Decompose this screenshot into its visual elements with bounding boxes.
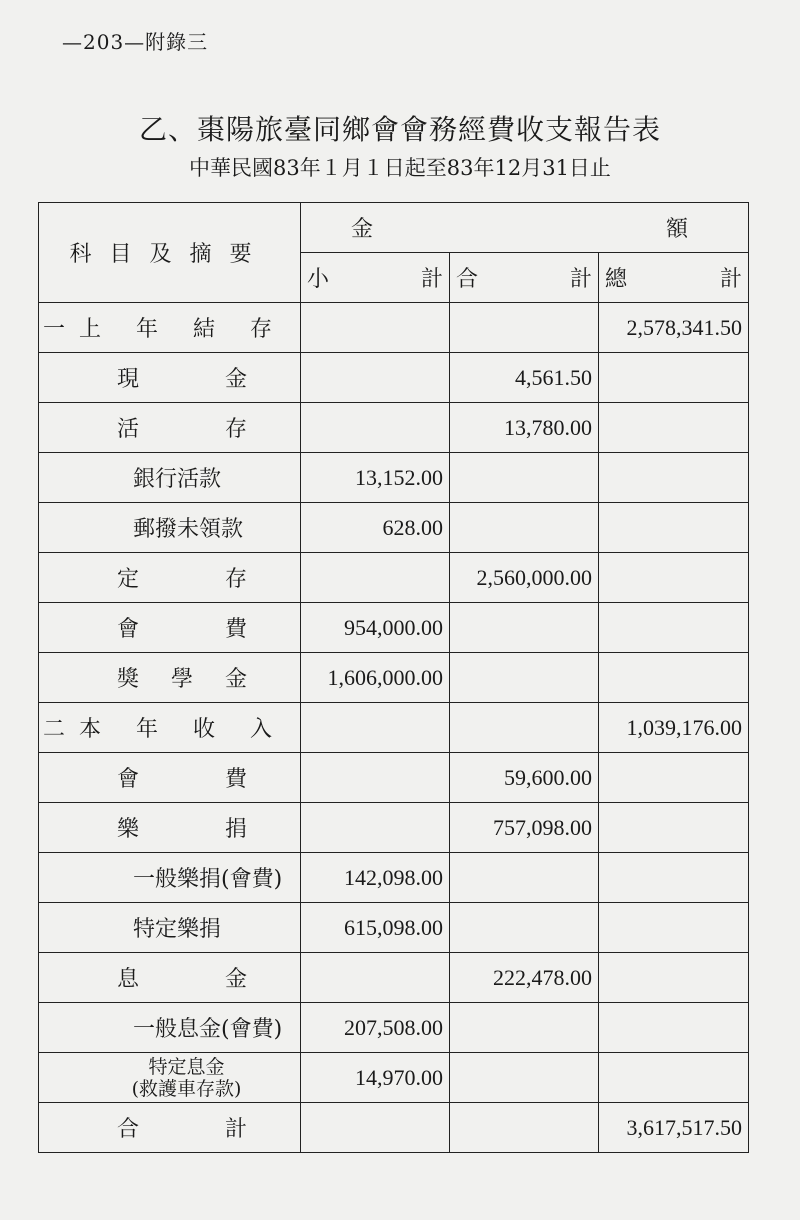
cell-total: [599, 1003, 749, 1053]
table-row: [39, 903, 749, 953]
row-label: [39, 803, 301, 853]
cell-subtotal: [301, 553, 450, 603]
cell-subtotal: [301, 303, 450, 353]
row-label: [39, 653, 301, 703]
page-subtitle: 中華民國83年１月１日起至83年12月31日止: [189, 156, 611, 180]
table-row: [39, 303, 749, 353]
page-title: 乙、棗陽旅臺同鄉會會務經費收支報告表: [138, 113, 661, 146]
table-header-row: [39, 203, 749, 253]
cell-sum: [450, 453, 599, 503]
header-total: [599, 253, 749, 303]
table-row: [39, 403, 749, 453]
table-row: [39, 1103, 749, 1153]
cell-total: [599, 1053, 749, 1103]
row-label-b: 費: [224, 767, 247, 792]
header-subtotal: [301, 253, 450, 303]
cell-subtotal: [301, 353, 450, 403]
cell-subtotal: 13,152.00: [301, 453, 450, 503]
cell-sum: [450, 1103, 599, 1153]
row-label: 郵撥未領款: [39, 503, 301, 553]
cell-total: [599, 503, 749, 553]
row-label: 銀行活款: [39, 453, 301, 503]
cell-sum: 13,780.00: [450, 403, 599, 453]
row-label-a: 獎: [117, 667, 140, 692]
table-row: [39, 453, 749, 503]
cell-subtotal: [301, 703, 450, 753]
cell-sum: 2,560,000.00: [450, 553, 599, 603]
row-label-m: 學: [170, 667, 193, 692]
cell-total: [599, 603, 749, 653]
cell-total: [599, 453, 749, 503]
row-label-a: 會: [117, 767, 140, 792]
cell-sum: [450, 1053, 599, 1103]
header-amount: [301, 203, 749, 253]
table-row: [39, 603, 749, 653]
row-label: [39, 403, 301, 453]
header-total-left: 總: [605, 267, 628, 292]
cell-sum: 222,478.00: [450, 953, 599, 1003]
table-row: [39, 753, 749, 803]
header-sum-left: 合: [456, 267, 479, 292]
row-label-a: 息: [117, 967, 140, 992]
cell-sum: 59,600.00: [450, 753, 599, 803]
row-label-a: 現: [117, 367, 140, 392]
row-label: [39, 953, 301, 1003]
row-label-b: 計: [224, 1117, 247, 1142]
cell-total: 2,578,341.50: [599, 303, 749, 353]
cell-sum: [450, 303, 599, 353]
row-label-a: 合: [117, 1117, 140, 1142]
cell-total: [599, 803, 749, 853]
table-row: [39, 1003, 749, 1053]
cell-total: [599, 753, 749, 803]
row-label: 特定樂捐: [39, 903, 301, 953]
row-label: [39, 603, 301, 653]
cell-total: [599, 403, 749, 453]
cell-subtotal: 14,970.00: [301, 1053, 450, 1103]
row-label-a: 定: [117, 567, 140, 592]
table-row: [39, 653, 749, 703]
header-sum-right: 計: [569, 267, 592, 292]
row-label-b: 費: [224, 617, 247, 642]
row-label-b: 金: [224, 367, 247, 392]
cell-sum: [450, 1003, 599, 1053]
cell-total: [599, 903, 749, 953]
row-label: [39, 1053, 301, 1103]
cell-total: [599, 353, 749, 403]
cell-subtotal: 1,606,000.00: [301, 653, 450, 703]
row-label-b: 存: [224, 417, 247, 442]
row-label: 二本 年 收 入: [39, 703, 301, 753]
row-label-a: 會: [117, 617, 140, 642]
cell-subtotal: 628.00: [301, 503, 450, 553]
cell-subtotal: [301, 403, 450, 453]
header-sum: [450, 253, 599, 303]
report-table: [38, 202, 749, 1153]
row-label-a: 活: [117, 417, 140, 442]
row-label-line1: 特定息金: [148, 1055, 225, 1078]
table-row: [39, 503, 749, 553]
row-label: 一般樂捐(會費): [39, 853, 301, 903]
cell-total: [599, 853, 749, 903]
table-row: [39, 353, 749, 403]
table-row: [39, 703, 749, 753]
cell-sum: [450, 503, 599, 553]
row-label-a: 樂: [117, 817, 140, 842]
cell-sum: [450, 653, 599, 703]
cell-sum: 4,561.50: [450, 353, 599, 403]
header-subtotal-right: 計: [420, 267, 443, 292]
table-row: [39, 1053, 749, 1103]
row-label: [39, 753, 301, 803]
table-row: [39, 553, 749, 603]
cell-subtotal: 615,098.00: [301, 903, 450, 953]
table-row: [39, 953, 749, 1003]
row-label: [39, 553, 301, 603]
header-amount-left: 金: [351, 217, 374, 242]
row-label: [39, 353, 301, 403]
cell-total: [599, 553, 749, 603]
cell-sum: 757,098.00: [450, 803, 599, 853]
cell-sum: [450, 853, 599, 903]
cell-subtotal: [301, 753, 450, 803]
row-label-b: 捐: [224, 817, 247, 842]
cell-sum: [450, 903, 599, 953]
cell-subtotal: [301, 1103, 450, 1153]
row-label-b: 金: [224, 967, 247, 992]
header-item: 科目及摘要: [39, 203, 301, 303]
cell-subtotal: [301, 803, 450, 853]
header-amount-right: 額: [666, 217, 689, 242]
row-label: 一上 年 結 存: [39, 303, 301, 353]
header-subtotal-left: 小: [307, 267, 330, 292]
cell-total: [599, 653, 749, 703]
cell-subtotal: 142,098.00: [301, 853, 450, 903]
row-label-line2: (救護車存款): [131, 1077, 242, 1100]
row-label-b: 存: [224, 567, 247, 592]
cell-total: [599, 953, 749, 1003]
cell-total: 3,617,517.50: [599, 1103, 749, 1153]
cell-total: 1,039,176.00: [599, 703, 749, 753]
cell-sum: [450, 603, 599, 653]
header-total-right: 計: [720, 267, 743, 292]
row-label: 一般息金(會費): [39, 1003, 301, 1053]
row-label-b: 金: [224, 667, 247, 692]
table-row: [39, 853, 749, 903]
cell-subtotal: 207,508.00: [301, 1003, 450, 1053]
cell-subtotal: 954,000.00: [301, 603, 450, 653]
cell-subtotal: [301, 953, 450, 1003]
table-row: [39, 803, 749, 853]
page-header: —203—附錄三: [62, 30, 209, 54]
row-label: [39, 1103, 301, 1153]
cell-sum: [450, 703, 599, 753]
